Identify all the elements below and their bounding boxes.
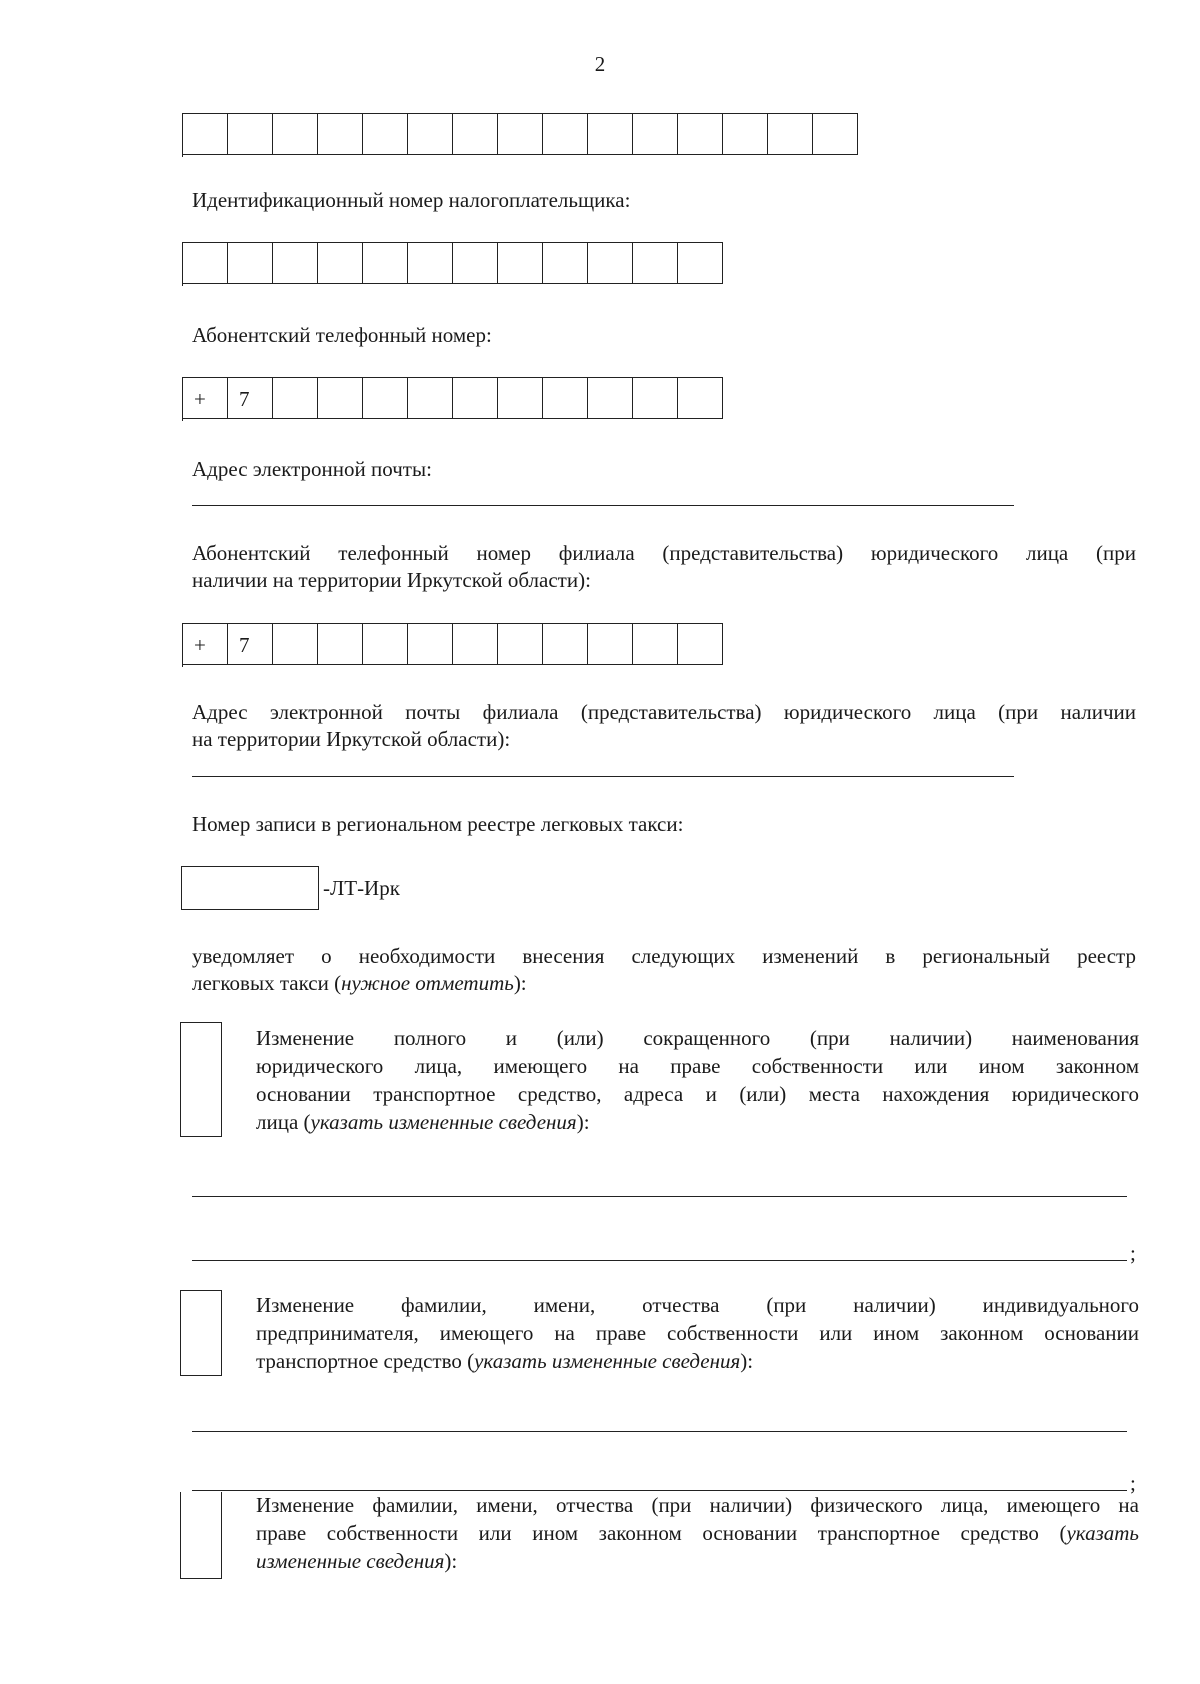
inn-cell[interactable] bbox=[498, 242, 543, 284]
option-legal-entity-line-1[interactable] bbox=[192, 1196, 1127, 1197]
branch-phone-grid bbox=[182, 623, 723, 667]
phone-cell[interactable] bbox=[363, 377, 408, 419]
branch-phone-cell[interactable] bbox=[408, 623, 453, 665]
option-line: основании транспортное средство, адреса и (или) места нахождения юридического bbox=[256, 1082, 1139, 1106]
phone-cell-plus: + bbox=[183, 377, 228, 419]
branch-phone-cell[interactable] bbox=[633, 623, 678, 665]
option-line: юридического лица, имеющего на праве собственности или ином законном bbox=[256, 1054, 1139, 1078]
page-number: 2 bbox=[594, 52, 606, 76]
phone-cell[interactable] bbox=[453, 377, 498, 419]
branch-email-line[interactable] bbox=[192, 776, 1014, 777]
grid-cell[interactable] bbox=[408, 113, 453, 155]
phone-cell[interactable] bbox=[633, 377, 678, 419]
branch-phone-cell[interactable] bbox=[543, 623, 588, 665]
phone-cell[interactable] bbox=[543, 377, 588, 419]
branch-phone-cell[interactable] bbox=[453, 623, 498, 665]
option-individual-entrepreneur-text bbox=[256, 1291, 1139, 1375]
option-individual-entrepreneur-semicolon: ; bbox=[1130, 1471, 1136, 1495]
phone-cell[interactable] bbox=[678, 377, 723, 419]
inn-cell[interactable] bbox=[228, 242, 273, 284]
option-legal-entity-semicolon: ; bbox=[1130, 1241, 1136, 1265]
grid-cell[interactable] bbox=[363, 113, 408, 155]
grid-cell[interactable] bbox=[543, 113, 588, 155]
phone-cell[interactable] bbox=[318, 377, 363, 419]
branch-phone-label-line1: Абонентский телефонный номер филиала (представительства) юридического лица (при bbox=[192, 541, 1136, 565]
option-line-last bbox=[256, 1108, 1139, 1136]
grid-cell[interactable] bbox=[273, 113, 318, 155]
branch-email-label-line2: на территории Иркутской области): bbox=[192, 727, 511, 751]
notice-line2-prefix: легковых такси ( bbox=[192, 971, 342, 995]
grid-cell[interactable] bbox=[453, 113, 498, 155]
option-line: Изменение полного и (или) сокращенного (при наличии) наименования bbox=[256, 1026, 1139, 1050]
branch-phone-cell[interactable] bbox=[678, 623, 723, 665]
inn-cell[interactable] bbox=[183, 242, 228, 284]
option-line-last-italic: указать измененные сведения bbox=[474, 1349, 741, 1373]
phone-cell[interactable] bbox=[588, 377, 633, 419]
branch-phone-cell-country: 7 bbox=[228, 623, 273, 665]
option-individual-entrepreneur-line-1[interactable] bbox=[192, 1431, 1127, 1432]
grid-cell[interactable] bbox=[813, 113, 858, 155]
option-line bbox=[256, 1519, 1139, 1547]
branch-phone-cell-plus: + bbox=[183, 623, 228, 665]
phone-cell[interactable] bbox=[498, 377, 543, 419]
inn-cell[interactable] bbox=[453, 242, 498, 284]
option-line: Изменение фамилии, имени, отчества (при наличии) физического лица, имеющего на bbox=[256, 1493, 1139, 1517]
notice-line2 bbox=[192, 970, 527, 997]
grid-cell[interactable] bbox=[633, 113, 678, 155]
grid-cell[interactable] bbox=[588, 113, 633, 155]
branch-email-label-line1: Адрес электронной почты филиала (представительства) юридического лица (при наличии bbox=[192, 700, 1136, 724]
option-legal-entity-checkbox[interactable] bbox=[180, 1022, 222, 1137]
branch-phone-cell[interactable] bbox=[318, 623, 363, 665]
option-line-last-italic: измененные сведения bbox=[256, 1549, 445, 1573]
option-line-last-prefix: лица ( bbox=[256, 1110, 311, 1134]
option-legal-entity-text bbox=[256, 1024, 1139, 1136]
branch-phone-cell[interactable] bbox=[273, 623, 318, 665]
inn-cell[interactable] bbox=[318, 242, 363, 284]
top-code-grid bbox=[182, 113, 858, 157]
inn-cell[interactable] bbox=[678, 242, 723, 284]
grid-cell[interactable] bbox=[723, 113, 768, 155]
phone-cell-country: 7 bbox=[228, 377, 273, 419]
grid-cell[interactable] bbox=[768, 113, 813, 155]
phone-grid bbox=[182, 377, 723, 421]
grid-cell[interactable] bbox=[228, 113, 273, 155]
option-line-last bbox=[256, 1347, 1139, 1375]
option-line-last bbox=[256, 1547, 1139, 1575]
grid-cell[interactable] bbox=[498, 113, 543, 155]
inn-cell[interactable] bbox=[408, 242, 453, 284]
option-legal-entity-line-2[interactable] bbox=[192, 1260, 1127, 1261]
email-line[interactable] bbox=[192, 505, 1014, 506]
inn-label: Идентификационный номер налогоплательщика: bbox=[192, 188, 631, 212]
option-line-last-suffix: ): bbox=[444, 1549, 458, 1573]
record-number-box[interactable] bbox=[181, 866, 319, 910]
email-label: Адрес электронной почты: bbox=[192, 457, 432, 481]
phone-label: Абонентский телефонный номер: bbox=[192, 323, 492, 347]
option-line: предпринимателя, имеющего на праве собственности или ином законном основании bbox=[256, 1321, 1139, 1345]
option-line-last-suffix: ): bbox=[740, 1349, 754, 1373]
inn-cell[interactable] bbox=[543, 242, 588, 284]
notice-line1: уведомляет о необходимости внесения следующих изменений в региональный реестр bbox=[192, 944, 1136, 968]
inn-cell[interactable] bbox=[633, 242, 678, 284]
inn-cell[interactable] bbox=[273, 242, 318, 284]
branch-phone-cell[interactable] bbox=[588, 623, 633, 665]
branch-phone-cell[interactable] bbox=[498, 623, 543, 665]
option-line-last-suffix: ): bbox=[576, 1110, 590, 1134]
option-line-last-prefix: транспортное средство ( bbox=[256, 1349, 475, 1373]
grid-cell[interactable] bbox=[678, 113, 723, 155]
grid-cell[interactable] bbox=[318, 113, 363, 155]
option-line: Изменение фамилии, имени, отчества (при наличии) индивидуального bbox=[256, 1293, 1139, 1317]
option-individual-checkbox[interactable] bbox=[180, 1492, 222, 1579]
option-individual-text bbox=[256, 1491, 1139, 1575]
notice-line2-suffix: ): bbox=[513, 971, 527, 995]
notice-line2-italic: нужное отметить bbox=[341, 971, 514, 995]
phone-cell[interactable] bbox=[273, 377, 318, 419]
option-line2-prefix: праве собственности или ином законном основании транспортное средство ( bbox=[256, 1521, 1067, 1545]
phone-cell[interactable] bbox=[408, 377, 453, 419]
branch-phone-cell[interactable] bbox=[363, 623, 408, 665]
inn-grid bbox=[182, 242, 723, 286]
grid-cell[interactable] bbox=[183, 113, 228, 155]
option-line2-italic: указать bbox=[1066, 1521, 1139, 1545]
option-line-last-italic: указать измененные сведения bbox=[310, 1110, 577, 1134]
branch-phone-label-line2: наличии на территории Иркутской области): bbox=[192, 568, 591, 592]
record-suffix: -ЛТ-Ирк bbox=[323, 876, 400, 900]
option-individual-entrepreneur-checkbox[interactable] bbox=[180, 1290, 222, 1376]
record-label: Номер записи в региональном реестре легковых такси: bbox=[192, 812, 684, 836]
inn-cell[interactable] bbox=[363, 242, 408, 284]
inn-cell[interactable] bbox=[588, 242, 633, 284]
